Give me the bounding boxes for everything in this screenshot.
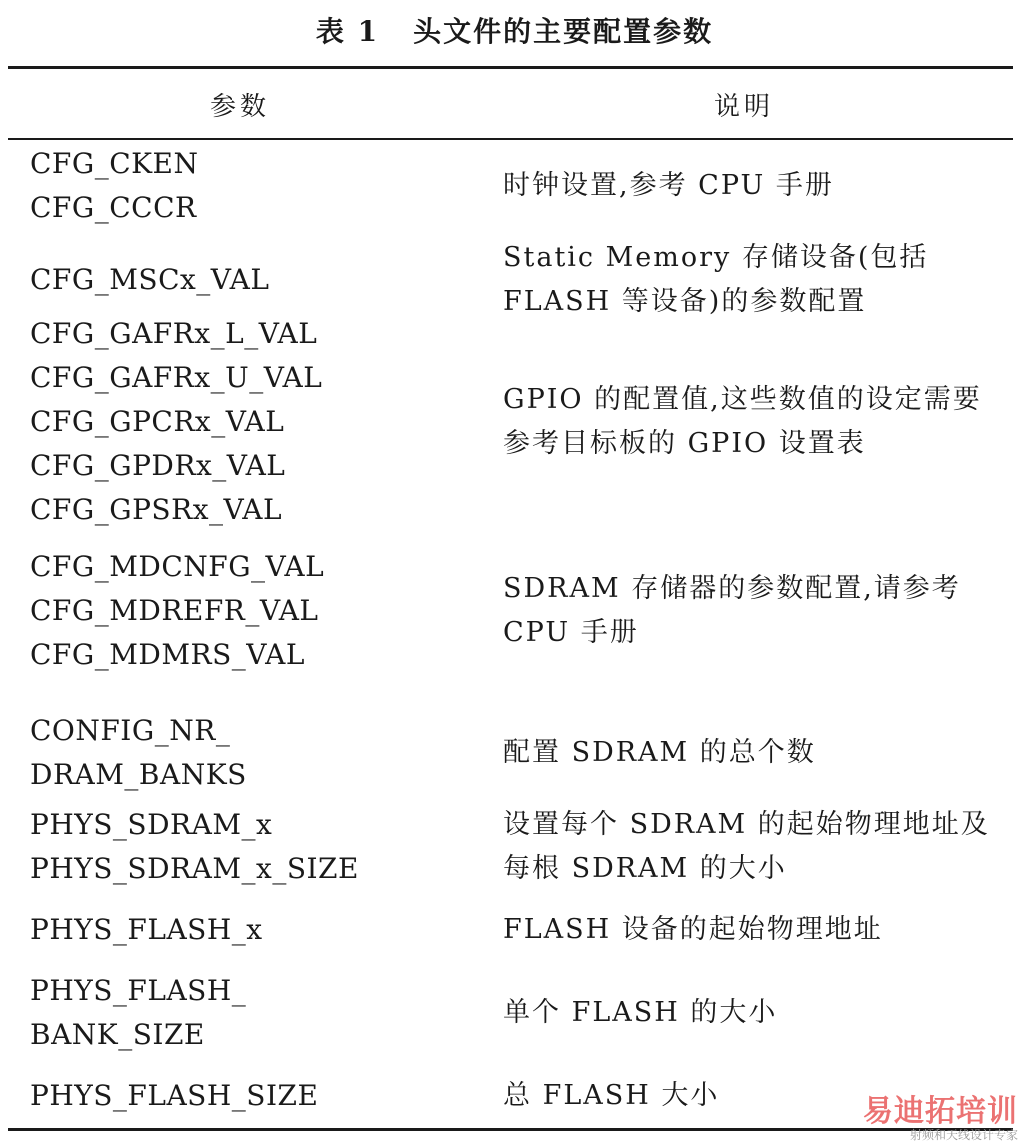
table-row-param-7 — [30, 969, 480, 1057]
param-name: CFG_GAFRx_U_VAL — [30, 361, 323, 394]
table-row-desc-7: 单个 FLASH 的大小 — [503, 997, 778, 1028]
table-row-desc-5: 设置每个 SDRAM 的起始物理地址及每根 SDRAM 的大小 — [503, 809, 990, 884]
table-row-param-8 — [30, 1074, 480, 1118]
table-caption — [0, 10, 1029, 50]
watermark-logo — [863, 1086, 1022, 1143]
table-row-param-6 — [30, 908, 480, 952]
param-name: CFG_MDREFR_VAL — [30, 594, 319, 627]
table-row-desc-0: 时钟设置,参考 CPU 手册 — [503, 170, 834, 201]
table-row-param-0 — [30, 142, 480, 230]
table-row-desc-2: GPIO 的配置值,这些数值的设定需要参考目标板的 GPIO 设置表 — [503, 384, 982, 459]
table-row-desc-6: FLASH 设备的起始物理地址 — [503, 914, 883, 945]
param-name: PHYS_SDRAM_x — [30, 808, 273, 841]
watermark-subtext: 射频和天线设计专家 — [909, 1128, 1018, 1142]
param-name: CFG_GPDRx_VAL — [30, 449, 286, 482]
table-row-param-2 — [30, 312, 480, 532]
header-desc: 说明 — [714, 92, 775, 122]
table-header-rule — [8, 138, 1013, 140]
param-name: CFG_MDMRS_VAL — [30, 638, 305, 671]
param-name: DRAM_BANKS — [30, 758, 247, 791]
table-row-desc-4: 配置 SDRAM 的总个数 — [503, 737, 816, 768]
param-name: CFG_MDCNFG_VAL — [30, 550, 325, 583]
param-name: PHYS_FLASH_x — [30, 913, 263, 946]
table-row-param-5 — [30, 803, 480, 891]
watermark-text: 易迪拓培训 — [863, 1094, 1018, 1129]
table-row-desc-8: 总 FLASH 大小 — [503, 1080, 720, 1111]
table-row-param-3 — [30, 545, 480, 677]
param-name: BANK_SIZE — [30, 1018, 205, 1051]
param-name: CONFIG_NR_ — [30, 714, 231, 747]
table-row-param-4 — [30, 709, 480, 797]
param-name: CFG_GAFRx_L_VAL — [30, 317, 318, 350]
param-name: PHYS_FLASH_ — [30, 974, 247, 1007]
param-name: CFG_CCCR — [30, 191, 197, 224]
caption-number: 表 1 — [315, 15, 380, 48]
table-top-rule — [8, 66, 1013, 69]
param-name: CFG_CKEN — [30, 147, 199, 180]
param-name: CFG_MSCx_VAL — [30, 263, 270, 296]
table-row-desc-3: SDRAM 存储器的参数配置,请参考 CPU 手册 — [503, 573, 961, 648]
table-row-param-1 — [30, 258, 480, 302]
param-name: CFG_GPSRx_VAL — [30, 493, 283, 526]
header-param: 参数 — [210, 92, 271, 122]
param-name: CFG_GPCRx_VAL — [30, 405, 285, 438]
caption-title: 头文件的主要配置参数 — [413, 15, 714, 48]
param-name: PHYS_SDRAM_x_SIZE — [30, 852, 359, 885]
param-name: PHYS_FLASH_SIZE — [30, 1079, 319, 1112]
table-row-desc-1: Static Memory 存储设备(包括 FLASH 等设备)的参数配置 — [503, 242, 929, 317]
